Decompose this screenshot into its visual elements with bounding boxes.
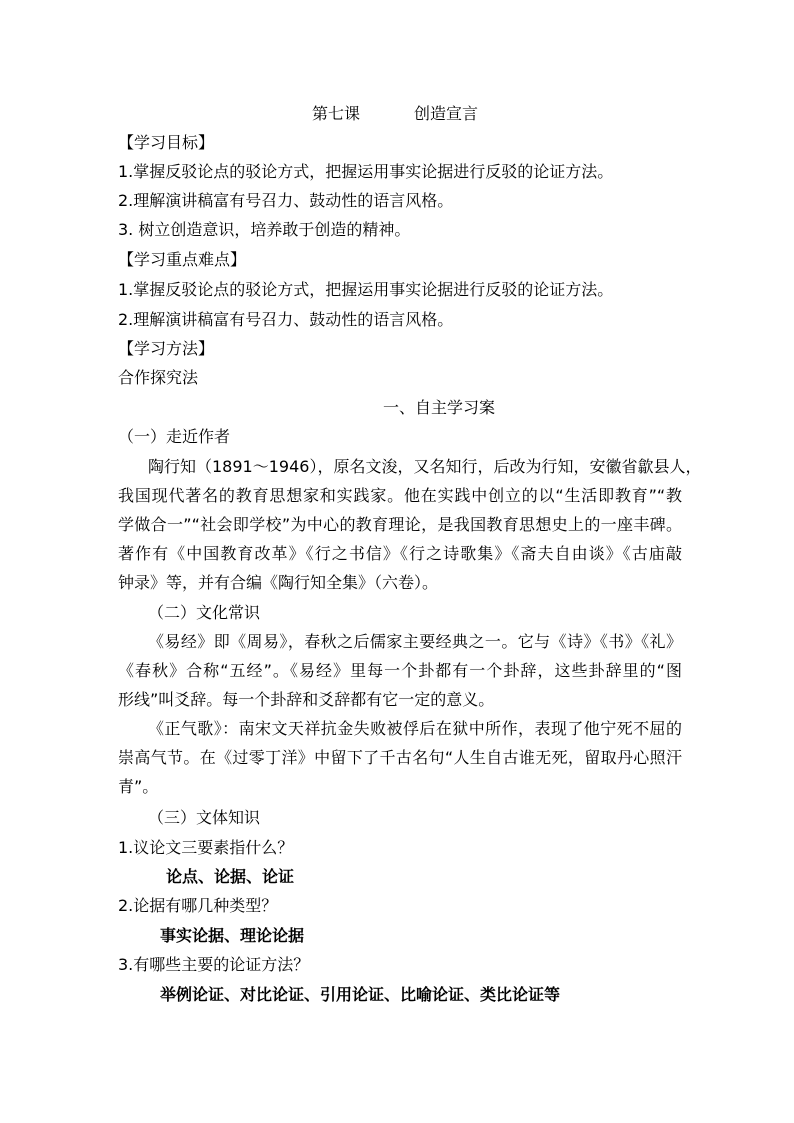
author-paragraph-line-4: 著作有《中国教育改革》《行之书信》《行之诗歌集》《斋夫自由谈》《古庙敲 [118, 544, 682, 563]
author-paragraph-line-1: 陶行知（1891～1946），原名文浚，又名知行，后改为行知，安徽省歙县人， [148, 457, 702, 476]
author-paragraph-line-5: 钟录》等，并有合编《陶行知全集》（六卷）。 [118, 573, 439, 592]
culture-heading: （二）文化常识 [148, 603, 261, 622]
key-point-item-2: 2.理解演讲稿富有号召力、鼓动性的语言风格。 [118, 310, 454, 329]
key-points-heading: 【学习重点难点】 [118, 250, 247, 269]
author-paragraph-line-3: 学做合一”“社会即学校”为中心的教育理论，是我国教育思想史上的一座丰碑。 [118, 515, 682, 534]
question-3: 3.有哪些主要的论证方法？ [118, 955, 310, 974]
genre-heading: （三）文体知识 [148, 808, 261, 827]
question-2: 2.论据有哪几种类型？ [118, 896, 278, 915]
objective-item-3: 3. 树立创造意识，培养敢于创造的精神。 [118, 220, 411, 239]
objective-item-1: 1.掌握反驳论点的驳论方式，把握运用事实论据进行反驳的论证方法。 [118, 162, 614, 181]
method-heading: 【学习方法】 [118, 339, 215, 358]
author-paragraph-line-2: 我国现代著名的教育思想家和实践家。他在实践中创立的以“生活即教育”“教 [118, 486, 682, 505]
culture-paragraph-line-2: 《春秋》合称“五经”。《易经》里每一个卦都有一个卦辞，这些卦辞里的“图 [118, 661, 682, 680]
objectives-heading: 【学习目标】 [118, 133, 215, 152]
author-heading: （一）走近作者 [118, 427, 231, 446]
lesson-title [312, 104, 632, 124]
answer-3: 举例论证、对比论证、引用论证、比喻论证、类比论证等 [160, 985, 561, 1004]
culture-paragraph-line-3: 形线”叫爻辞。每一个卦辞和爻辞都有它一定的意义。 [118, 690, 495, 709]
question-1: 1.议论文三要素指什么？ [118, 838, 294, 857]
objective-item-2: 2.理解演讲稿富有号召力、鼓动性的语言风格。 [118, 191, 454, 210]
culture-paragraph-line-5: 崇高气节。在《过零丁洋》中留下了千古名句“人生自古谁无死，留取丹心照汗 [118, 748, 682, 767]
self-study-heading: 一、自主学习案 [383, 398, 496, 417]
answer-1: 论点、论据、论证 [166, 867, 295, 886]
lesson-name: 创造宣言 [414, 104, 479, 123]
culture-paragraph-line-1: 《易经》即《周易》，春秋之后儒家主要经典之一。它与《诗》《书》《礼》 [148, 632, 682, 651]
answer-2: 事实论据、理论论据 [160, 926, 305, 945]
method-text: 合作探究法 [118, 368, 199, 387]
key-point-item-1: 1.掌握反驳论点的驳论方式，把握运用事实论据进行反驳的论证方法。 [118, 280, 614, 299]
lesson-number: 第七课 [312, 104, 361, 123]
culture-paragraph-line-6: 青”。 [118, 777, 159, 796]
culture-paragraph-line-4: 《正气歌》：南宋文天祥抗金失败被俘后在狱中所作，表现了他宁死不屈的 [148, 719, 682, 738]
